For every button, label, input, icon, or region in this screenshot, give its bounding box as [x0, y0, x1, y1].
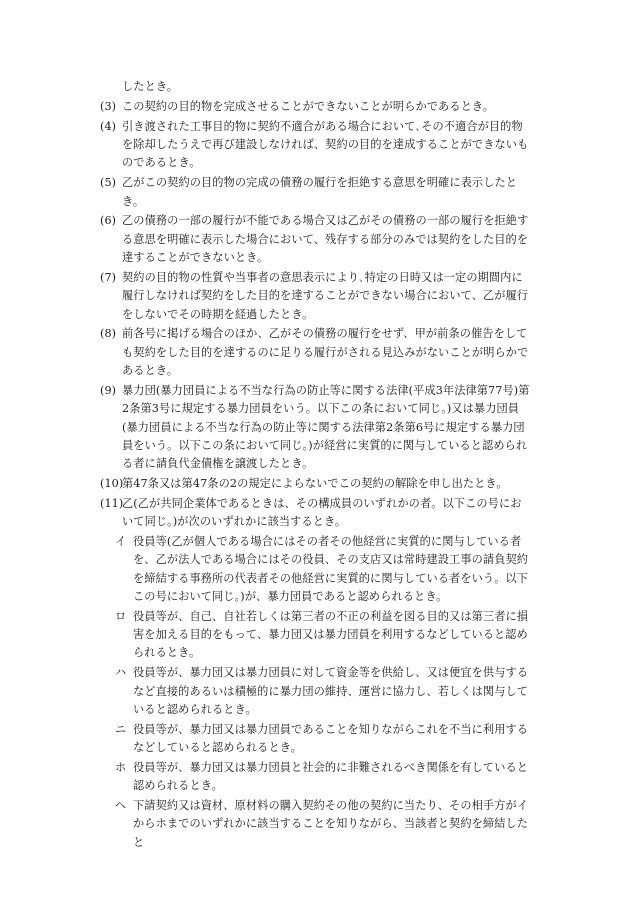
clause-text: 第47条又は第47条の2の規定によらないでこの契約の解除を申し出たとき。 — [122, 476, 508, 490]
clause-text: 乙の債務の一部の履行が不能である場合又は乙がその債務の一部の履行を拒絶する意思を明確に表示した場合において、残存する部分のみでは契約をした目的を達することができないとき。 — [122, 214, 529, 265]
clause-text: この契約の目的物を完成させることができないことが明らかであるとき。 — [122, 99, 495, 113]
sub-item-label: ハ — [115, 666, 127, 680]
clause-11 — [100, 495, 532, 532]
sub-item-i — [100, 533, 532, 606]
sub-item-ha — [100, 664, 532, 719]
sub-item-ho — [100, 759, 532, 796]
sub-item-text: 役員等(乙が個人である場合にはその者その他経営に実質的に関与している者を、乙が法人である場合にはその役員、その支店又は常時建設工事の請負契約を締結する事務所の代表者その他経営に実質的に関与している者をいう。以下この号において同じ。)が、暴力団員であると認められるとき。 — [133, 535, 529, 603]
clause-10 — [100, 475, 532, 493]
clause-number: (4) — [100, 119, 117, 133]
clause-9 — [100, 382, 532, 473]
sub-item-label: ヘ — [115, 799, 127, 813]
sub-item-text: 役員等が、自己、自社若しくは第三者の不正の利益を図る目的又は第三者に損害を加える目的をもって、暴力団又は暴力団員を利用するなどしていると認められるとき。 — [133, 609, 529, 660]
sub-item-label: ニ — [115, 722, 127, 736]
clause-text: 暴力団(暴力団員による不当な行為の防止等に関する法律(平成3年法律第77号)第2条第3号に規定する暴力団員をいう。以下この条において同じ。)又は暴力団員(暴力団員による不当な行為の防止等に関する法律第2条第6号に規定する暴力団員をいう。以下この条において同じ。)が経営に実質的に関与していると認められる者に請負代金債権を譲渡したとき。 — [122, 383, 530, 471]
clause-text: 乙(乙が共同企業体であるときは、その構成員のいずれかの者。以下この号において同じ。)が次のいずれかに該当するとき。 — [122, 496, 522, 529]
paragraph-continuation — [100, 78, 532, 96]
sub-item-text: 役員等が、暴力団又は暴力団員であることを知りながらこれを不当に利用するなどしていると認められるとき。 — [133, 722, 529, 755]
clause-5 — [100, 174, 532, 211]
clause-number: (8) — [100, 327, 117, 341]
clause-number: (6) — [100, 214, 117, 228]
clause-text: 前各号に掲げる場合のほか、乙がその債務の履行をせず、甲が前条の催告をしても契約をした目的を達するのに足りる履行がされる見込みがないことが明らかであるとき。 — [122, 327, 529, 378]
sub-item-label: ホ — [115, 761, 127, 774]
sub-item-he — [100, 797, 532, 852]
clause-text: 契約の目的物の性質や当事者の意思表示により､特定の日時又は一定の期間内に履行しなければ契約をした目的を達することができない場合において、乙が履行をしないでその時期を経過したとき。 — [122, 270, 529, 321]
sub-item-label: イ — [115, 535, 127, 549]
clause-text: 引き渡された工事目的物に契約不適合がある場合において､その不適合が目的物を除却したうえで再び建設しなければ、契約の目的を達成することができないものであるとき。 — [122, 119, 529, 170]
clause-number: (5) — [100, 176, 117, 190]
document-body — [100, 78, 532, 854]
clause-8 — [100, 325, 532, 380]
paragraph-text: したとき。 — [122, 80, 178, 93]
clause-text: 乙がこの契約の目的物の完成の債務の履行を拒絶する意思を明確に表示したとき。 — [122, 176, 518, 208]
clause-number: (9) — [100, 383, 117, 397]
clause-number: (11) — [100, 496, 124, 510]
clause-7 — [100, 269, 532, 324]
clause-number: (3) — [100, 99, 117, 113]
sub-item-label: ロ — [115, 609, 127, 623]
clause-number: (10) — [100, 476, 124, 490]
sub-item-ro — [100, 608, 532, 663]
clause-4 — [100, 118, 532, 173]
clause-number: (7) — [100, 270, 117, 284]
sub-item-text: 下請契約又は資材、原材料の購入契約その他の契約に当たり、その相手方がイからホまでのいずれかに該当することを知りながら、当該者と契約を締結したと — [133, 799, 529, 849]
sub-item-ni — [100, 721, 532, 758]
sub-item-text: 役員等が、暴力団又は暴力団員に対して資金等を供給し、又は便宜を供与するなど直接的あるいは積極的に暴力団の維持、運営に協力し、若しくは関与していると認められるとき。 — [133, 666, 529, 716]
sub-item-text: 役員等が、暴力団又は暴力団員と社会的に非難されるべき関係を有していると認められるとき。 — [133, 761, 529, 793]
clause-6 — [100, 212, 532, 267]
clause-3 — [100, 98, 532, 116]
